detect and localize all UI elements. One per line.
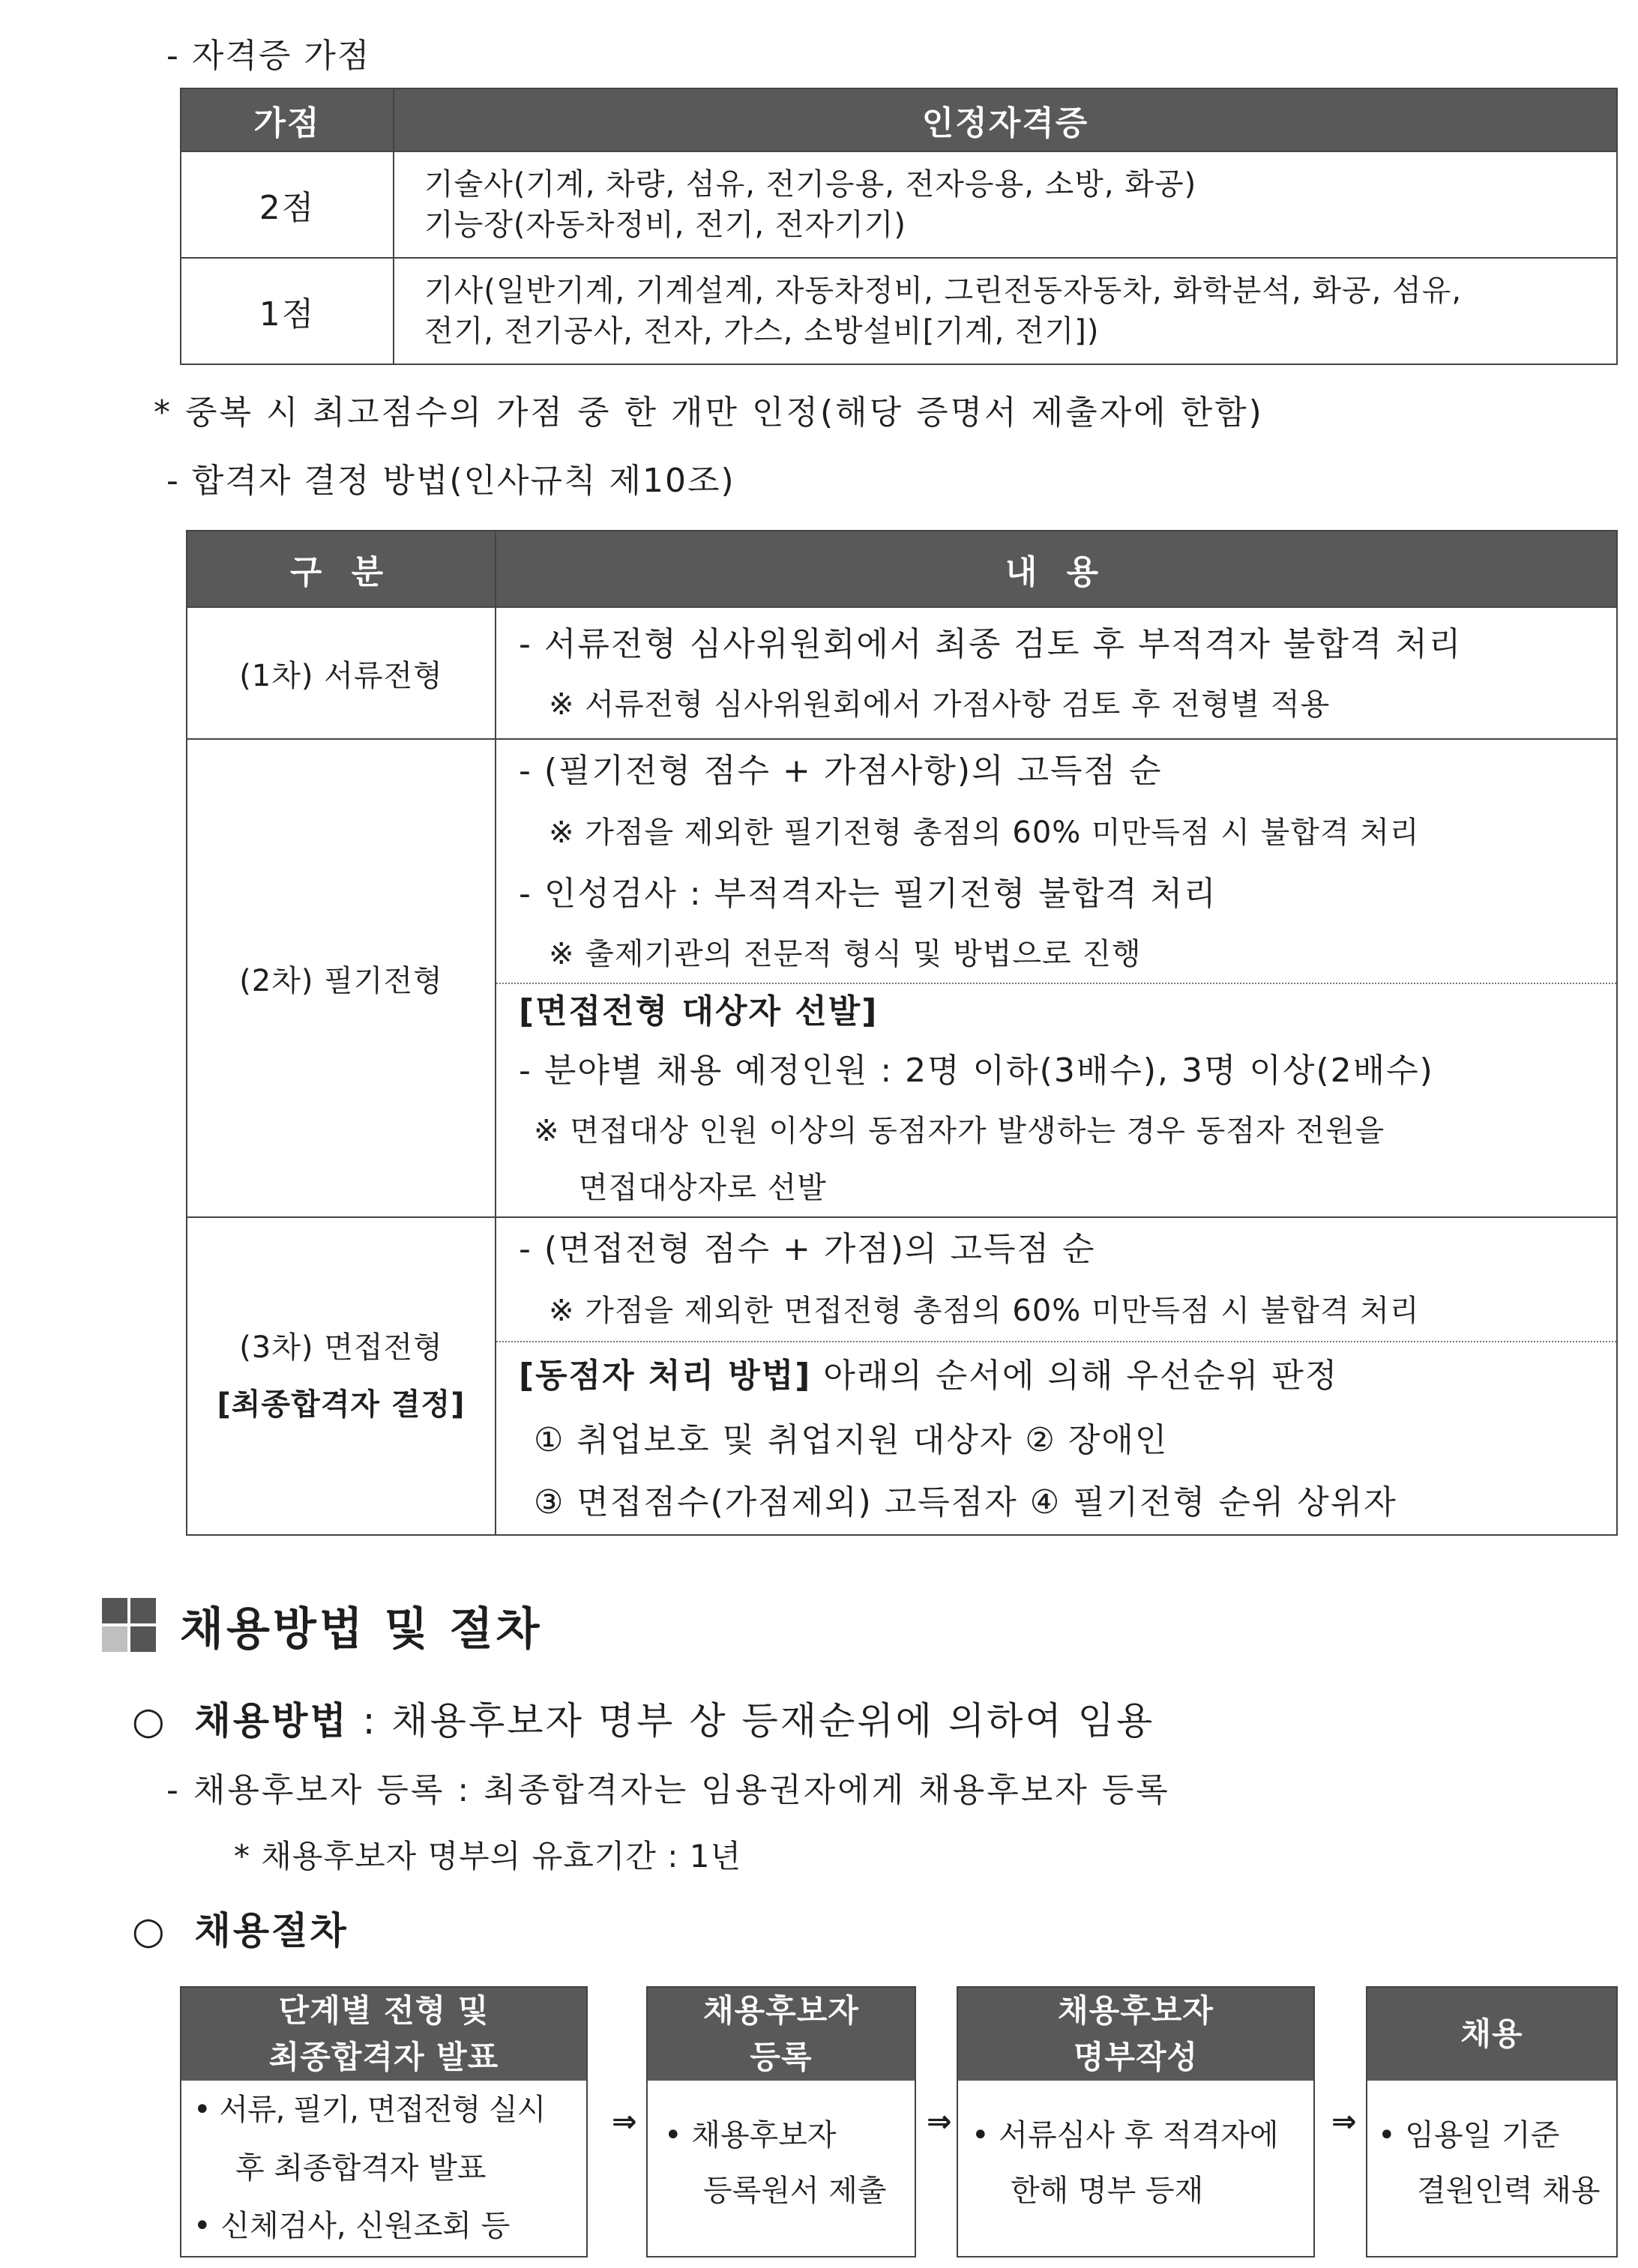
decision-table xyxy=(186,530,1618,1536)
decision-col-content: 내 용 xyxy=(496,531,1617,607)
method-bullet: ○ xyxy=(132,1699,167,1743)
stage2-note: ※ 출제기관의 전문적 형식 및 방법으로 진행 xyxy=(549,937,1142,971)
bonus-table xyxy=(180,88,1618,365)
stage3-line: - (면접전형 점수 + 가점)의 고득점 순 xyxy=(519,1230,1096,1268)
stage1-line: - 서류전형 심사위원회에서 최종 검토 후 부적격자 불합격 처리 xyxy=(519,625,1463,663)
stage3-label: (3차) 면접전형 xyxy=(239,1330,443,1365)
flow-step-item: • 채용후보자 xyxy=(664,2118,837,2153)
flow-step-item: 후 최종합격자 발표 xyxy=(235,2151,487,2186)
stage3-label-final: [최종합격자 결정] xyxy=(217,1387,466,1422)
bonus-cert-line: 기술사(기계, 차량, 섬유, 전기응용, 전자응용, 소방, 화공) xyxy=(424,167,1197,202)
flow-arrow-icon: ⇒ xyxy=(927,2105,952,2139)
flow-step-title: 단계별 전형 및 xyxy=(278,1992,490,2029)
bonus-row xyxy=(181,258,1617,364)
flow-step-title: 채용 xyxy=(1460,2015,1523,2052)
flow-step-title: 채용후보자 xyxy=(1058,1992,1214,2029)
bonus-cert-line: 기사(일반기계, 기계설계, 자동차정비, 그린전동자동차, 화학분석, 화공, 섬유, xyxy=(424,274,1463,308)
bonus-cert-line: 기능장(자동차정비, 전기, 전자기기) xyxy=(424,208,907,242)
stage3-tie-text: 아래의 순서에 의해 우선순위 판정 xyxy=(811,1357,1339,1395)
flow-step-title: 명부작성 xyxy=(1073,2039,1199,2075)
bonus-col-certs: 인정자격증 xyxy=(394,88,1617,151)
flow-step-item: • 신체검사, 신원조회 등 xyxy=(193,2209,511,2243)
procedure-label: 채용절차 xyxy=(194,1909,349,1952)
stage1-label: (1차) 서류전형 xyxy=(187,607,496,739)
decision-row-stage2 xyxy=(187,739,1617,1217)
stage2-line: - 인성검사 : 부적격자는 필기전형 불합격 처리 xyxy=(519,875,1217,913)
bonus-heading: - 자격증 가점 xyxy=(166,37,371,75)
stage2-line: - 분야별 채용 예정인원 : 2명 이하(3배수), 3명 이상(2배수) xyxy=(519,1052,1434,1090)
decision-heading: - 합격자 결정 방법(인사규칙 제10조) xyxy=(166,462,735,500)
flow-step-item: • 서류심사 후 적격자에 xyxy=(972,2118,1279,2153)
stage3-tie-heading: [동점자 처리 방법] xyxy=(519,1357,812,1395)
stage1-note: ※ 서류전형 심사위원회에서 가점사항 검토 후 전형별 적용 xyxy=(549,687,1331,722)
flow-arrow-icon: ⇒ xyxy=(1331,2105,1357,2139)
stage3-priority: ③ 면접점수(가점제외) 고득점자 ④ 필기전형 순위 상위자 xyxy=(534,1483,1397,1521)
flow-step-hire xyxy=(1366,1986,1618,2258)
bonus-col-points: 가점 xyxy=(181,88,394,151)
stage3-note: ※ 가점을 제외한 면접전형 총점의 60% 미만득점 시 불합격 처리 xyxy=(549,1294,1420,1328)
flow-step-announce xyxy=(180,1986,588,2258)
stage2-subheading: [면접전형 대상자 선발] xyxy=(519,992,879,1031)
decision-row-stage3 xyxy=(187,1217,1617,1535)
flow-step-list xyxy=(957,1986,1315,2258)
register-text: - 채용후보자 등록 : 최종합격자는 임용권자에게 채용후보자 등록 xyxy=(166,1771,1170,1809)
stage2-label: (2차) 필기전형 xyxy=(187,739,496,1217)
decision-row-stage1 xyxy=(187,607,1617,739)
method-label: 채용방법 xyxy=(194,1699,349,1743)
stage2-note: 면접대상자로 선발 xyxy=(579,1171,827,1205)
decision-col-category: 구 분 xyxy=(187,531,496,607)
method-text: : 채용후보자 명부 상 등재순위에 의하여 임용 xyxy=(348,1699,1155,1743)
flow-step-item: • 임용일 기준 xyxy=(1378,2118,1560,2153)
flow-step-item: 한해 명부 등재 xyxy=(1011,2174,1204,2208)
flow-step-title: 최종합격자 발표 xyxy=(268,2039,499,2075)
bonus-note: * 중복 시 최고점수의 가점 중 한 개만 인정(해당 증명서 제출자에 한함) xyxy=(154,393,1264,432)
section-title: 채용방법 및 절차 xyxy=(180,1603,543,1656)
bonus-points: 1점 xyxy=(181,258,394,364)
flow-step-item: 등록원서 제출 xyxy=(703,2174,887,2208)
flow-step-item: 결원인력 채용 xyxy=(1417,2174,1601,2208)
stage2-line: - (필기전형 점수 + 가점사항)의 고득점 순 xyxy=(519,752,1163,790)
bonus-row xyxy=(181,151,1617,258)
stage2-note: ※ 가점을 제외한 필기전형 총점의 60% 미만득점 시 불합격 처리 xyxy=(549,815,1420,850)
stage3-priority: ① 취업보호 및 취업지원 대상자 ② 장애인 xyxy=(534,1421,1169,1459)
flow-step-register xyxy=(646,1986,916,2258)
flow-step-title: 등록 xyxy=(750,2039,813,2075)
validity-note: * 채용후보자 명부의 유효기간 : 1년 xyxy=(234,1838,742,1875)
stage2-note: ※ 면접대상 인원 이상의 동점자가 발생하는 경우 동점자 전원을 xyxy=(534,1114,1385,1148)
flow-step-title: 채용후보자 xyxy=(703,1992,859,2029)
flow-arrow-icon: ⇒ xyxy=(612,2105,637,2139)
bonus-points: 2점 xyxy=(181,151,394,258)
bonus-cert-line: 전기, 전기공사, 전자, 가스, 소방설비[기계, 전기]) xyxy=(424,314,1100,349)
section-icon xyxy=(102,1598,156,1652)
flow-step-item: • 서류, 필기, 면접전형 실시 xyxy=(193,2093,546,2127)
procedure-bullet: ○ xyxy=(132,1909,167,1952)
